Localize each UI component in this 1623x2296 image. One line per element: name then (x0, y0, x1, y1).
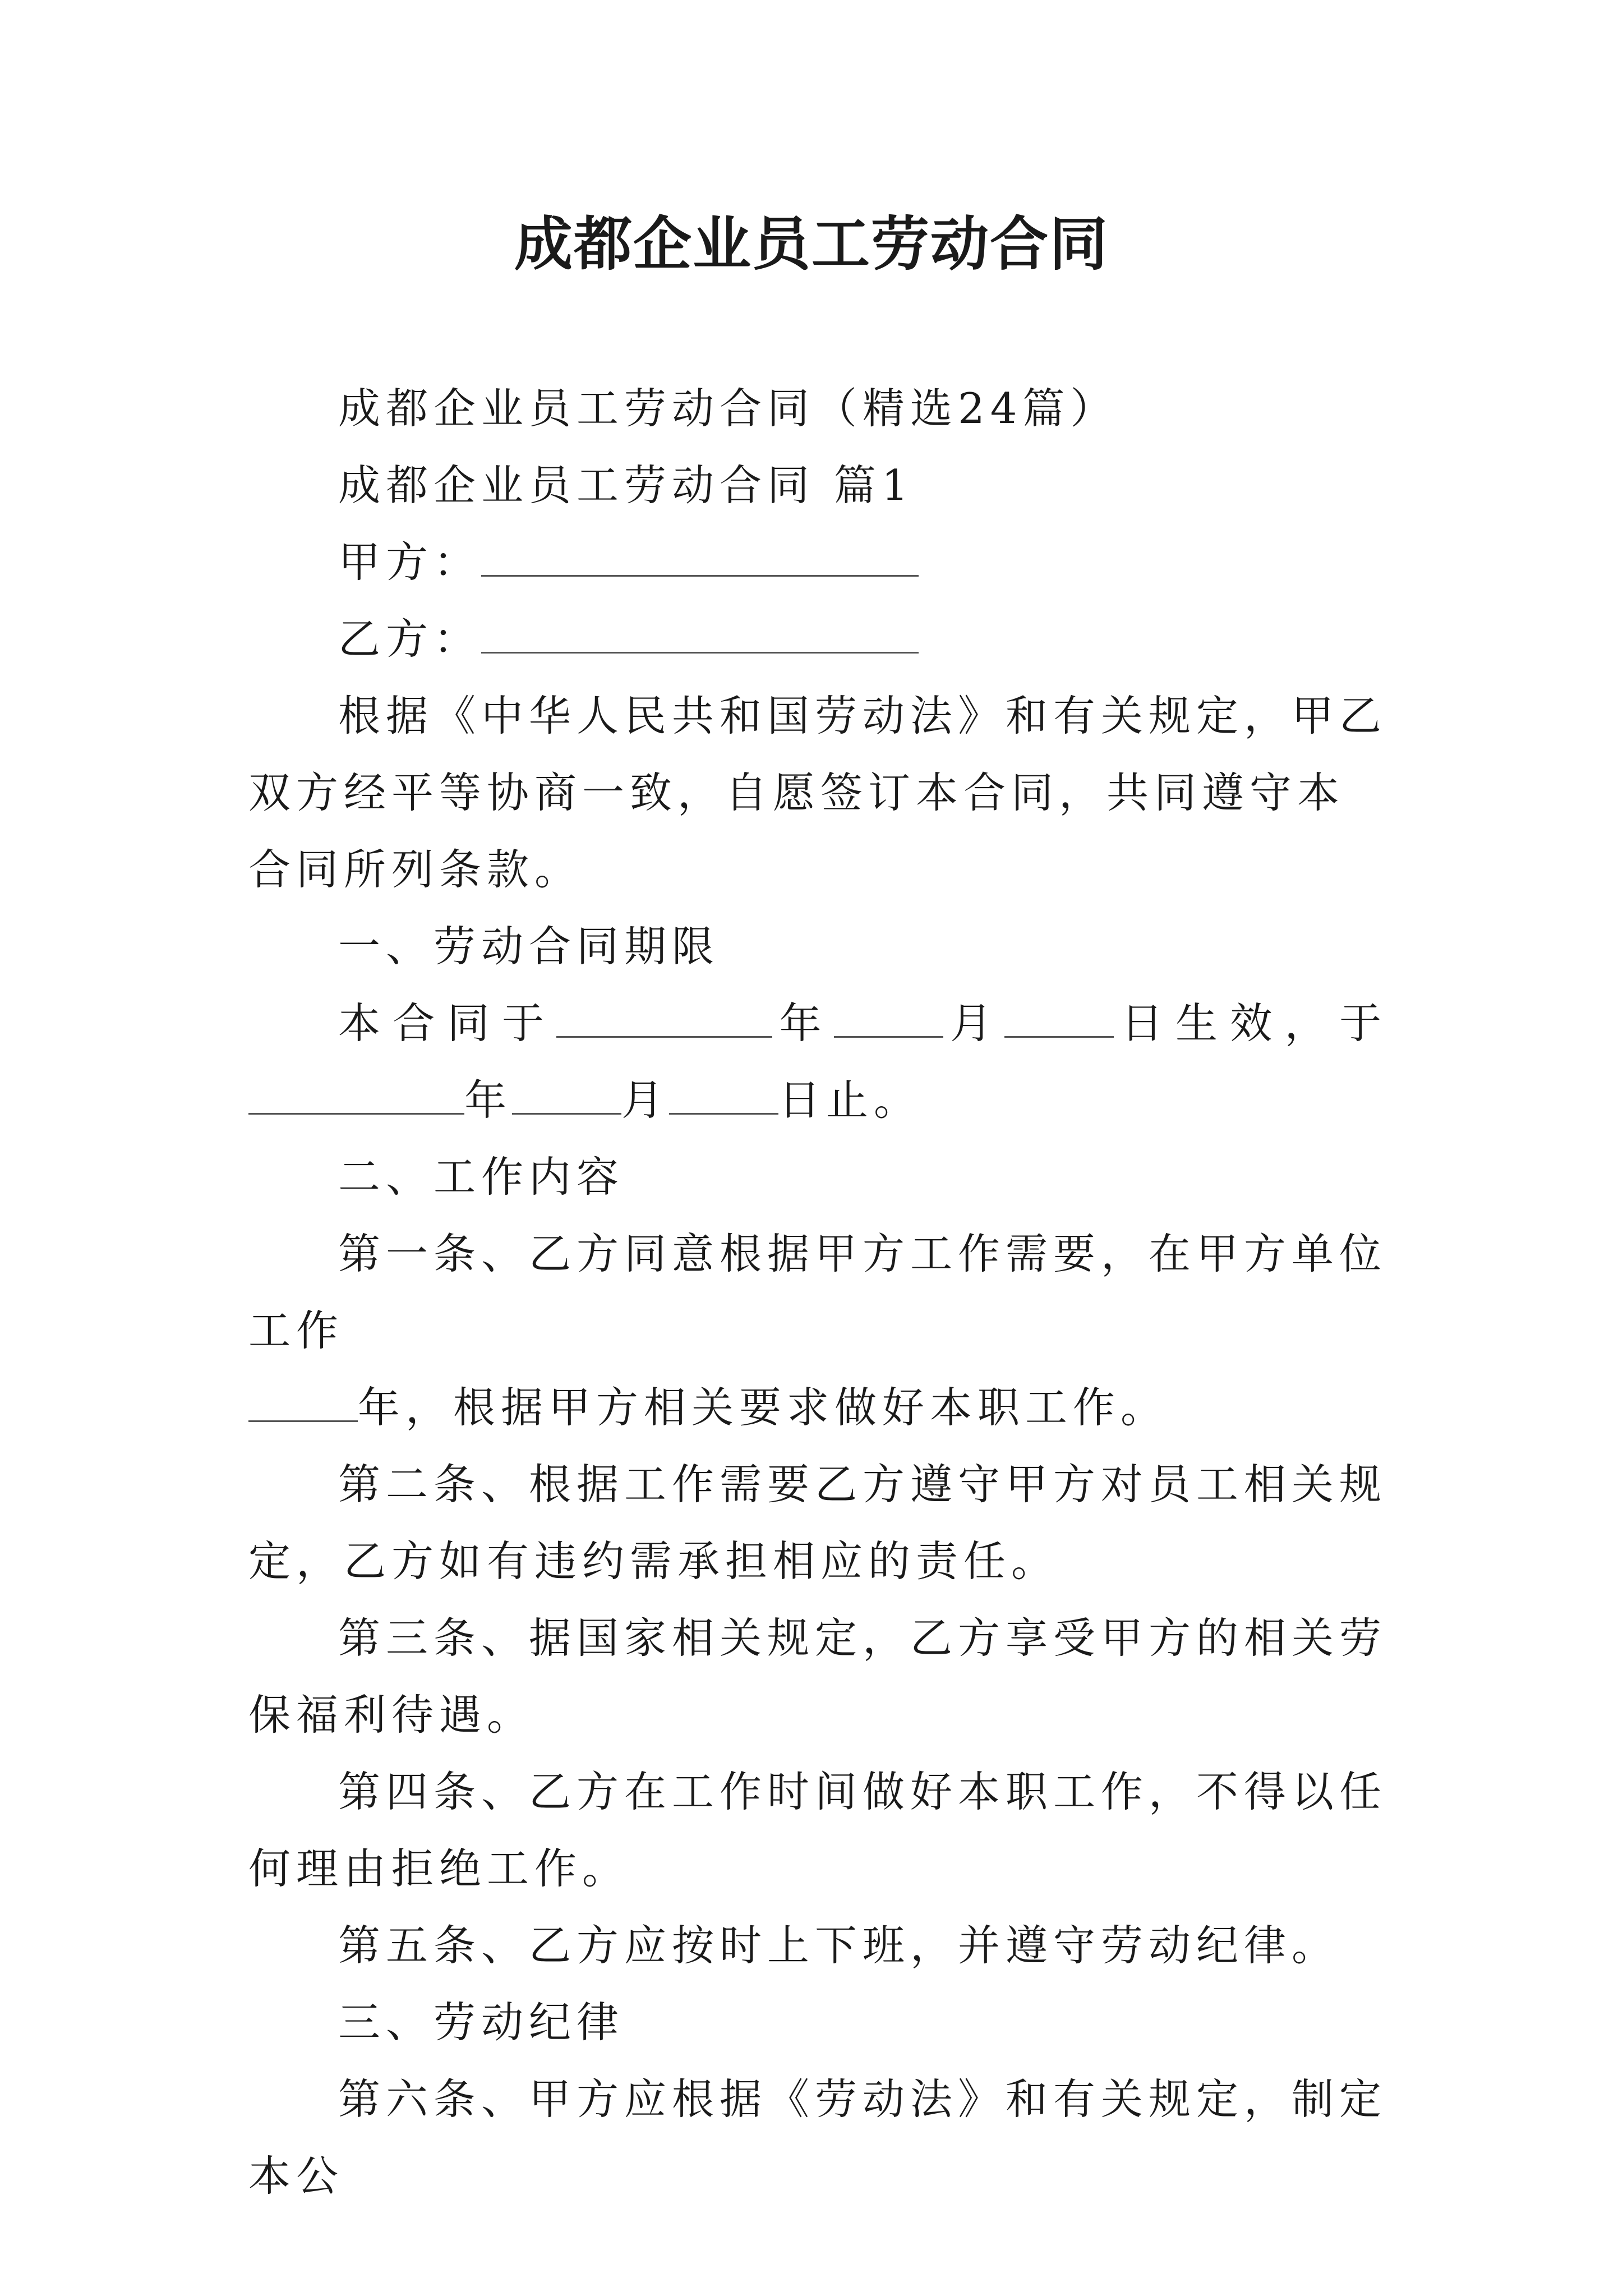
document-title: 成都企业员工劳动合同 (514, 209, 1109, 278)
term-start-year-blank (556, 997, 772, 1038)
heading-work-content: 二、工作内容 (338, 1152, 625, 1202)
article-1-line-1: 第一条、乙方同意根据甲方工作需要，在甲方单位工作 (248, 1229, 1387, 1355)
preamble-paragraph: 根据《中华人民共和国劳动法》和有关规定，甲乙双方经平等协商一致，自愿签订本合同，共同遵守本合同所列条款。 (248, 691, 1387, 894)
work-years-blank (248, 1381, 358, 1422)
heading-contract-term: 一、劳动合同期限 (338, 922, 720, 971)
contract-term-line-2 (248, 1062, 1387, 1139)
term-year-label: 年 (772, 999, 834, 1048)
article-3: 第三条、据国家相关规定，乙方享受甲方的相关劳保福利待遇。 (248, 1613, 1387, 1740)
article-1-rest: 年，根据甲方相关要求做好本职工作。 (358, 1383, 1169, 1432)
article-4: 第四条、乙方在工作时间做好本职工作，不得以任何理由拒绝工作。 (248, 1767, 1387, 1893)
article-2: 第二条、根据工作需要乙方遵守甲方对员工相关规定，乙方如有违约需承担相应的责任。 (248, 1460, 1387, 1586)
party-a-line (248, 524, 1387, 601)
term-end-month-label: 月 (621, 1075, 670, 1125)
contract-term-line-1 (248, 985, 1387, 1062)
term-start-month-blank (834, 997, 943, 1038)
term-effective-label: 日生效，于 (1114, 999, 1387, 1048)
article-5: 第五条、乙方应按时上下班，并遵守劳动纪律。 (338, 1921, 1340, 1970)
heading-labor-discipline: 三、劳动纪律 (338, 1998, 625, 2047)
subtitle-line: 成都企业员工劳动合同（精选24篇） (338, 384, 1118, 433)
party-a-label: 甲方： (338, 537, 482, 587)
term-end-year-label: 年 (464, 1075, 513, 1125)
section-heading-part1: 成都企业员工劳动合同 篇1 (338, 461, 914, 510)
article-1-line-2 (248, 1369, 1387, 1446)
term-start-day-blank (1004, 997, 1114, 1038)
party-b-label: 乙方： (338, 614, 482, 664)
term-prefix: 本合同于 (338, 999, 557, 1048)
term-end-month-blank (512, 1074, 621, 1115)
term-end-label: 日止。 (778, 1075, 922, 1125)
article-6: 第六条、甲方应根据《劳动法》和有关规定，制定本公 (248, 2074, 1387, 2201)
term-end-year-blank (248, 1074, 464, 1115)
party-b-blank (481, 613, 919, 654)
term-month-label: 月 (943, 999, 1005, 1048)
party-a-blank (481, 536, 919, 577)
document-body (248, 370, 1387, 2215)
term-end-day-blank (669, 1074, 778, 1115)
party-b-line (248, 601, 1387, 678)
